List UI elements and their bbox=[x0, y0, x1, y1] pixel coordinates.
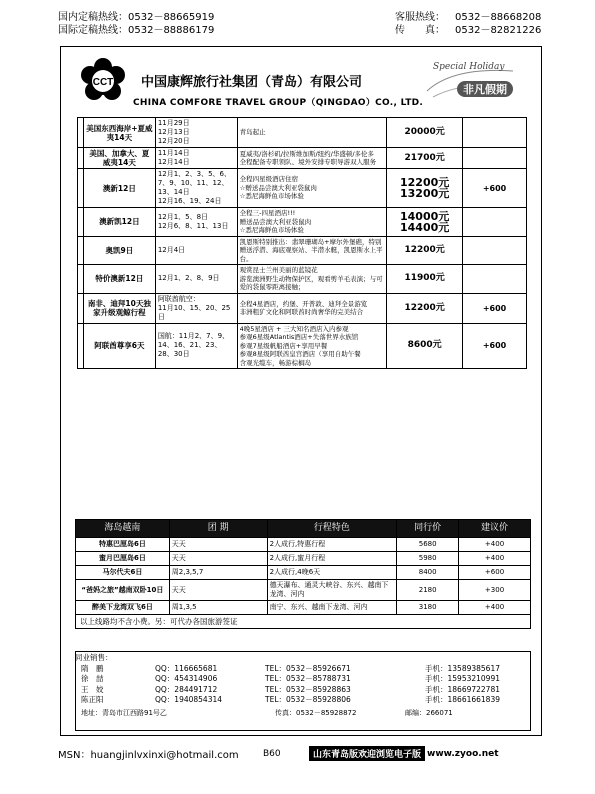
sales-mobile: 手机：15953210991 bbox=[425, 674, 500, 683]
sales-name: 徐 喆 bbox=[81, 674, 104, 683]
column-header: 建议价 bbox=[459, 520, 531, 538]
sales-qq: QQ：1940854314 bbox=[155, 695, 223, 704]
route-extra: +600 bbox=[463, 169, 527, 208]
route-row bbox=[78, 293, 527, 323]
sales-name: 隋 鹏 bbox=[81, 663, 104, 673]
island-route-date: 天天 bbox=[169, 538, 267, 552]
column-header: 团 期 bbox=[169, 520, 267, 538]
island-route-date: 天天 bbox=[169, 552, 267, 566]
sales-mobile: 手机：13589385617 bbox=[425, 663, 500, 673]
sales-contact bbox=[75, 695, 531, 706]
route-name: 美国东西海岸+夏威夷14天 bbox=[83, 118, 155, 148]
sales-qq: QQ：454314906 bbox=[155, 674, 218, 683]
route-features: 凯恩斯特别推出：翡翠珊瑚岛+摩尔外堡礁，特别赠送浮潜、海底观察站、半潜水艇，凯恩斯水上平台。 bbox=[237, 236, 387, 265]
hotline-left bbox=[58, 11, 214, 37]
island-route-feature: 南宁、东兴、越南下龙湾、河内 bbox=[267, 601, 397, 615]
route-extra: +600 bbox=[463, 293, 527, 323]
route-features: 夏威夷/洛杉矶/拉斯维加斯/纽约/华盛顿/多伦多 全程配备专职领队、境外安排专职导游双人服务 bbox=[237, 148, 387, 169]
sales-mobile: 手机：18661661839 bbox=[425, 695, 500, 704]
route-price: 14000元 14400元 bbox=[387, 208, 463, 237]
route-features: 全程三-四星酒店!!! 赠送品尝澳大利亚袋鼠肉 ☆悉尼海鲜鱼市场体验 bbox=[237, 208, 387, 237]
island-route-price: 8400 bbox=[397, 566, 459, 580]
route-price: 8600元 bbox=[387, 323, 463, 369]
island-route-price: 5680 bbox=[397, 538, 459, 552]
sales-tel: TEL：0532－85788731 bbox=[265, 674, 351, 683]
sales-section bbox=[75, 653, 531, 718]
visa-note: 以上线路均不含小费。另：可代办各国旅游签证 bbox=[76, 615, 531, 629]
route-name: 澳新凯12日 bbox=[83, 208, 155, 237]
fax-label: 传 真： bbox=[395, 25, 445, 36]
route-extra bbox=[463, 236, 527, 265]
route-dates: 12月1、5、8日 12月6、8、11、13日 bbox=[155, 208, 237, 237]
sales-name: 王 姣 bbox=[81, 684, 104, 694]
logo-text: CCT bbox=[92, 77, 114, 88]
island-route-date: 周1,3,5 bbox=[169, 601, 267, 615]
island-route-suggest: +400 bbox=[459, 552, 531, 566]
route-price: 11900元 bbox=[387, 265, 463, 294]
route-features: 4晚5星酒店 + 三大知名酒店入内参观 参观6星级Atlantis酒店+失落世界水族馆 参观7星级帆船酒店+享用早餐 参观8星级阿联酋皇宫酒店（享用自助午餐 含观光缆车，畅游棕榈岛 bbox=[237, 323, 387, 369]
msn-contact: MSN：huangjinlvxinxi@hotmail.com bbox=[58, 750, 239, 761]
site-link[interactable]: www.zyoo.net bbox=[427, 748, 499, 759]
sales-contact bbox=[75, 664, 531, 675]
sales-tel: TEL：0532－85928863 bbox=[265, 684, 351, 694]
island-route-feature: 2人成行,蜜月行程 bbox=[267, 552, 397, 566]
island-route-name: 醉美下龙湾双飞6日 bbox=[76, 601, 170, 615]
sales-mobile: 手机：18669722781 bbox=[425, 684, 500, 694]
table-row bbox=[76, 552, 531, 566]
address: 地址：青岛市江西路91号乙 bbox=[81, 708, 167, 717]
route-features: 观赏昆士兰州美丽的蓝镜花 游览澳洲野生动物保护区，观看剪羊毛表演；与可爱的袋鼠零距离接触； bbox=[237, 265, 387, 294]
sales-qq: QQ：284491712 bbox=[155, 684, 218, 694]
site-banner: 山东青岛版欢迎浏览电子版 bbox=[309, 746, 425, 761]
route-row bbox=[78, 323, 527, 369]
long-haul-routes-table bbox=[77, 117, 527, 369]
island-route-date: 天天 bbox=[169, 580, 267, 601]
route-row bbox=[78, 236, 527, 265]
route-row bbox=[78, 208, 527, 237]
column-header: 行程特色 bbox=[267, 520, 397, 538]
route-extra bbox=[463, 118, 527, 148]
route-name: 特价澳新12日 bbox=[83, 265, 155, 294]
island-route-feature: 德天瀑布、通灵大峡谷、东兴、越南下龙湾、河内 bbox=[267, 580, 397, 601]
route-dates: 国航：11月2、7、9、14、16、21、23、28、30日 bbox=[155, 323, 237, 369]
sales-tel: TEL：0532－85928806 bbox=[265, 695, 351, 704]
route-name: 阿联酋尊享6天 bbox=[83, 323, 155, 369]
sales-title: 同业销售： bbox=[75, 653, 113, 662]
company-name-cn: 中国康辉旅行社集团（青岛）有限公司 bbox=[141, 75, 363, 90]
brand-cn: 非凡假期 bbox=[457, 81, 513, 97]
route-name: 澳新12日 bbox=[83, 169, 155, 208]
island-route-feature: 2人成行,特惠行程 bbox=[267, 538, 397, 552]
island-route-suggest: +600 bbox=[459, 566, 531, 580]
island-route-price: 3180 bbox=[397, 601, 459, 615]
company-name-en: CHINA COMFORE TRAVEL GROUP（QINGDAO）CO., LTD. bbox=[133, 98, 424, 108]
postcode: 邮编：266071 bbox=[405, 708, 453, 717]
domestic-hotline: 国内定稿热线：0532－88665919 bbox=[58, 12, 215, 23]
route-features: 全程四星级酒店住宿 ☆赠送品尝澳大利亚袋鼠肉 ☆悉尼海鲜鱼市场体验 bbox=[237, 169, 387, 208]
island-route-suggest: +300 bbox=[459, 580, 531, 601]
fax-value: 0532－82821226 bbox=[455, 25, 542, 36]
route-extra bbox=[463, 208, 527, 237]
brand-en: Special Holiday bbox=[433, 62, 505, 72]
route-name: 奥凯9日 bbox=[83, 236, 155, 265]
sales-contact bbox=[75, 674, 531, 685]
route-price: 12200元 bbox=[387, 293, 463, 323]
cct-logo-icon bbox=[77, 55, 129, 107]
sales-fax: 传真：0532－85928872 bbox=[275, 708, 357, 717]
sales-qq: QQ：116665681 bbox=[155, 663, 218, 673]
island-route-name: 蜜月巴厘岛6日 bbox=[76, 552, 170, 566]
route-row bbox=[78, 118, 527, 148]
route-dates: 12月4日 bbox=[155, 236, 237, 265]
table-row bbox=[76, 601, 531, 615]
route-extra bbox=[463, 265, 527, 294]
note-row bbox=[76, 615, 531, 629]
route-name: 南非、迪拜10天独家升级观鲸行程 bbox=[83, 293, 155, 323]
route-row bbox=[78, 148, 527, 169]
route-row bbox=[78, 265, 527, 294]
island-route-price: 2180 bbox=[397, 580, 459, 601]
sales-contact bbox=[75, 685, 531, 696]
route-row bbox=[78, 169, 527, 208]
column-header: 海岛越南 bbox=[76, 520, 170, 538]
hotline-right bbox=[395, 11, 541, 37]
route-features: 全程4星酒店，约堡、开普敦、迪拜全景游览 非洲粗犷文化和阿联酋时尚奢华的完美结合 bbox=[237, 293, 387, 323]
route-price: 21700元 bbox=[387, 148, 463, 169]
island-route-name: 马尔代夫6日 bbox=[76, 566, 170, 580]
route-dates: 12月1、2、3、5、6、7、9、10、11、12、13、14日 12月16、19、24日 bbox=[155, 169, 237, 208]
island-route-price: 5980 bbox=[397, 552, 459, 566]
island-route-name: “爸妈之旅”越南双卧10日 bbox=[76, 580, 170, 601]
island-route-name: 特惠巴厘岛6日 bbox=[76, 538, 170, 552]
route-price: 20000元 bbox=[387, 118, 463, 148]
service-label: 客服热线： bbox=[395, 12, 445, 23]
company-header bbox=[61, 47, 541, 117]
page-footer bbox=[58, 746, 528, 761]
column-header: 同行价 bbox=[397, 520, 459, 538]
route-name: 美国、加拿大、夏威夷14天 bbox=[83, 148, 155, 169]
route-dates: 11月29日 12月13日 12月20日 bbox=[155, 118, 237, 148]
service-value: 0532－88668208 bbox=[455, 12, 542, 23]
island-route-feature: 2人成行,4晚6天 bbox=[267, 566, 397, 580]
route-price: 12200元 bbox=[387, 236, 463, 265]
sales-tel: TEL：0532－85926671 bbox=[265, 663, 351, 673]
brochure-frame bbox=[60, 46, 542, 736]
route-extra: +600 bbox=[463, 323, 527, 369]
route-price: 12200元 13200元 bbox=[387, 169, 463, 208]
table-row bbox=[76, 566, 531, 580]
island-route-date: 周2,3,5,7 bbox=[169, 566, 267, 580]
island-route-suggest: +400 bbox=[459, 601, 531, 615]
table-row bbox=[76, 538, 531, 552]
island-routes-table bbox=[75, 519, 531, 629]
route-dates: 阿联酋航空： 11月10、15、20、25日 bbox=[155, 293, 237, 323]
table-row bbox=[76, 580, 531, 601]
route-dates: 12月1、2、8、9日 bbox=[155, 265, 237, 294]
island-route-suggest: +400 bbox=[459, 538, 531, 552]
route-features: 青岛起止 bbox=[237, 118, 387, 148]
international-hotline: 国际定稿热线：0532－88886179 bbox=[58, 25, 215, 36]
page-number: B60 bbox=[263, 748, 281, 759]
route-dates: 11月14日 12月14日 bbox=[155, 148, 237, 169]
sales-name: 陈正阳 bbox=[81, 695, 104, 704]
route-extra bbox=[463, 148, 527, 169]
